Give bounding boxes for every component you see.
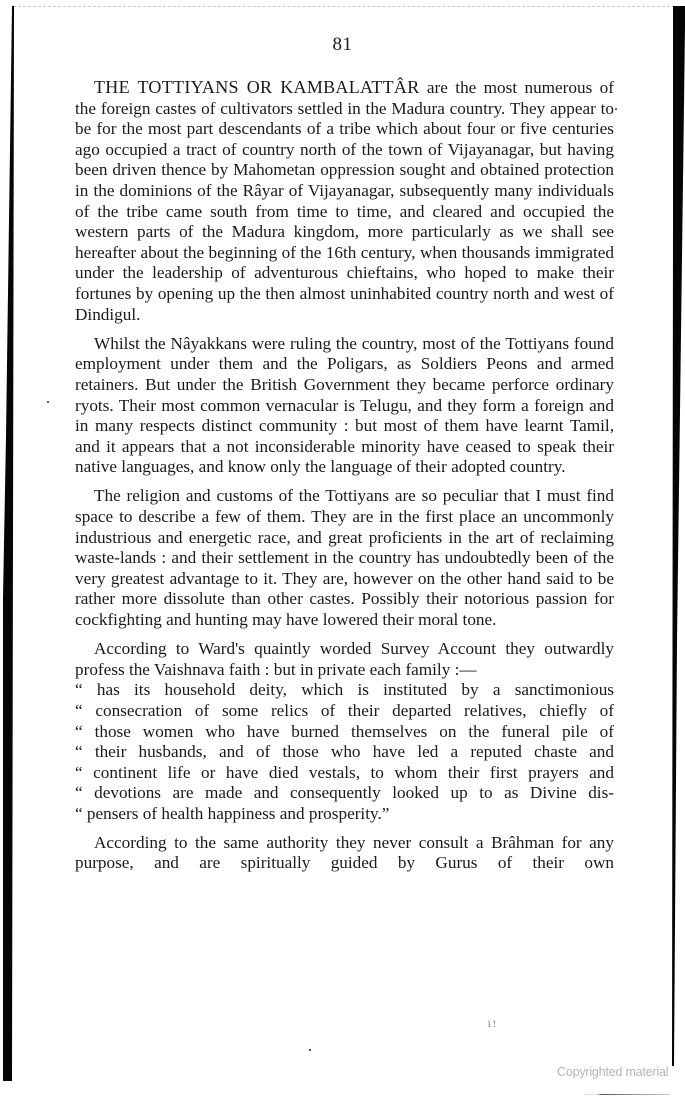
page-body <box>75 77 614 882</box>
quote-line: “ devotions are made and consequently looked up to as Divine dis- <box>75 783 614 803</box>
printer-signature-mark: ï ! <box>488 1019 496 1029</box>
page-number: 81 <box>332 34 353 55</box>
paragraph-text: are the most numerous of the foreign castes of cultivators settled in the Madura country. They appear to be for the most part descendants of a tribe which about four or five centuries ago occupied a tract of country north of the town of Vijayanagar, but having been driven thence by Mahometan oppression sought and obtained protection in the dominions of the Râyar of Vijayanagar, subsequently many individuals of the tribe came south from time to time, and cleared and occupied the western parts of the Madura kingdom, more particularly as we shall see hereafter about the beginning of the 16th century, when thousands immigrated under the leadership of adventurous chieftains, who hoped to make their fortunes by opening up the then almost uninhabited country north and west of Dindigul. <box>75 78 614 324</box>
paragraph-nayakkans <box>75 334 614 478</box>
quote-line: “ continent life or have died vestals, to whom their first prayers and <box>75 762 614 782</box>
paragraph-wards-survey <box>75 639 614 824</box>
scan-speck <box>309 1049 311 1051</box>
scan-bottom-edge <box>585 1094 670 1095</box>
section-heading-caps: THE TOTTIYANS OR KAMBALATTÂR <box>94 77 420 97</box>
quote-line: “ their husbands, and of those who have led a reputed chaste and <box>75 742 614 762</box>
paragraph-tottiyans-intro <box>75 77 614 325</box>
quote-line: “ pensers of health happiness and prosperity.” <box>75 803 390 823</box>
quote-line: “ has its household deity, which is instituted by a sanctimonious <box>75 680 614 700</box>
quote-line: “ consecration of some relics of their departed relatives, chiefly of <box>75 701 614 720</box>
copyright-watermark: Copyrighted material <box>557 1065 669 1079</box>
scan-top-edge <box>13 6 675 7</box>
quote-line: “ those women who have burned themselves on the funeral pile of <box>75 721 614 741</box>
paragraph-text: Whilst the Nâyakkans were ruling the country, most of the Tottiyans found employment under them and the Poligars, as Soldiers Peons and armed retainers. But under the British Government they became perforce ordinary ryots. Their most common vernacular is Telugu, and they form a foreign and in many respects distinct community : but most of them have learnt Tamil, and it appears that a not inconsiderable minority have ceased to speak their native languages, and know only the language of their adopted country. <box>75 333 614 477</box>
paragraph-text: According to the same authority they never consult a Brâhman for any purpose, and are spiritually guided by Gurus of their own <box>75 832 614 873</box>
paragraph-brahman-authority <box>75 833 614 874</box>
paragraph-text: The religion and customs of the Tottiyans are so peculiar that I must find space to describe a few of them. They are in the first place an uncommonly industrious and energetic race, and great proficients in the art of reclaiming waste-lands : and their settlement in the country has undoubtedly been of the very greatest advantage to it. They are, however on the other hand said to be rather more dissolute than other castes. Possibly their notorious passion for cockfighting and hunting may have lowered their moral tone. <box>75 486 614 630</box>
scan-right-shadow <box>668 6 685 1066</box>
scan-left-shadow <box>0 6 14 1081</box>
scan-speck <box>615 108 617 110</box>
scan-speck <box>47 401 49 403</box>
paragraph-text: According to Ward's quaintly worded Survey Account they outwardly profess the Vaishnava faith : but in private each family :— <box>75 639 614 679</box>
paragraph-religion-customs <box>75 486 614 630</box>
